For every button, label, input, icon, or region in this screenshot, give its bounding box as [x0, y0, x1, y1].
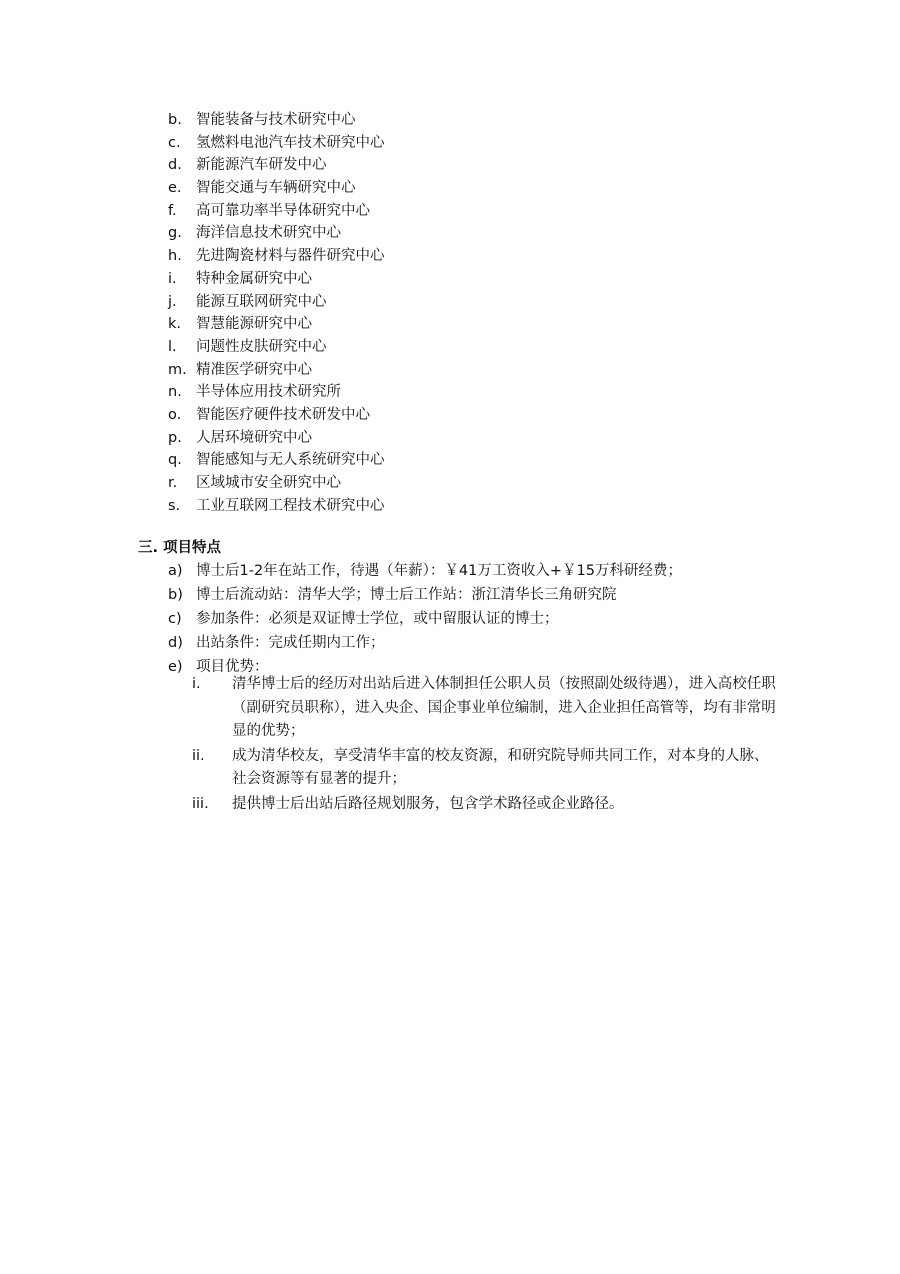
list-item	[168, 109, 385, 132]
advantage-text: 提供博士后出站后路径规划服务，包含学术路径或企业路径。	[232, 795, 624, 812]
list-item-text: 高可靠功率半导体研究中心	[196, 202, 370, 219]
list-item-text: 精准医学研究中心	[196, 361, 312, 378]
list-item	[168, 404, 385, 427]
list-item	[168, 381, 385, 404]
list-item	[168, 495, 385, 518]
list-item	[168, 177, 385, 200]
list-marker: b.	[168, 112, 182, 128]
list-item-text: 智慧能源研究中心	[196, 316, 312, 333]
list-item-text: 智能感知与无人系统研究中心	[196, 452, 385, 469]
advantage-text: 清华博士后的经历对出站后进入体制担任公职人员（按照副处级待遇），进入高校任职（副研究员职称），进入央企、国企事业单位编制，进入企业担任高管等，均有非常明显的优势；	[232, 676, 776, 739]
list-item-text: 能源互联网研究中心	[196, 293, 327, 310]
list-item-text: 新能源汽车研发中心	[196, 157, 327, 174]
list-marker: m.	[168, 361, 187, 378]
feature-marker: c)	[168, 611, 182, 627]
list-item	[168, 472, 385, 495]
advantage-item	[192, 745, 782, 792]
list-marker: q.	[168, 452, 182, 469]
list-marker: l.	[168, 338, 177, 355]
advantage-text: 成为清华校友，享受清华丰富的校友资源，和研究院导师共同工作，对本身的人脉、社会资源等有显著的提升；	[232, 747, 769, 787]
list-item	[168, 313, 385, 336]
list-item-text: 问题性皮肤研究中心	[196, 338, 327, 355]
list-item-text: 海洋信息技术研究中心	[196, 225, 341, 242]
list-marker: c.	[168, 134, 181, 151]
feature-item	[168, 583, 788, 607]
section-heading	[138, 537, 221, 559]
section-number: 三.	[138, 540, 159, 556]
list-marker: e.	[168, 180, 182, 197]
feature-marker: e)	[168, 659, 183, 675]
list-item-text: 人居环境研究中心	[196, 429, 312, 446]
feature-list	[168, 559, 788, 679]
list-item	[168, 200, 385, 223]
list-item-text: 智能医疗硬件技术研发中心	[196, 406, 370, 423]
list-item	[168, 336, 385, 359]
list-item	[168, 427, 385, 450]
list-item-text: 工业互联网工程技术研究中心	[196, 497, 385, 514]
research-center-list	[168, 109, 385, 517]
list-item	[168, 245, 385, 268]
list-marker: j.	[168, 293, 177, 310]
list-item	[168, 359, 385, 382]
advantage-item	[192, 793, 782, 817]
section-heading-block	[138, 537, 221, 559]
list-item-text: 区域城市安全研究中心	[196, 475, 341, 491]
list-marker: d.	[168, 157, 182, 174]
list-marker: n.	[168, 384, 182, 401]
list-item	[168, 449, 385, 472]
list-item	[168, 222, 385, 245]
list-marker: h.	[168, 248, 182, 265]
section-title: 项目特点	[163, 540, 221, 556]
list-marker: f.	[168, 202, 177, 219]
advantage-marker: i.	[192, 676, 201, 692]
list-marker: s.	[168, 497, 181, 514]
list-item	[168, 132, 385, 155]
list-marker: g.	[168, 225, 182, 242]
feature-text: 博士后流动站：清华大学；博士后工作站：浙江清华长三角研究院	[196, 587, 617, 603]
list-item	[168, 268, 385, 291]
list-marker: p.	[168, 429, 182, 446]
list-item-text: 氢燃料电池汽车技术研究中心	[196, 134, 385, 151]
feature-marker: a)	[168, 563, 183, 579]
advantage-marker: iii.	[192, 795, 209, 812]
list-marker: i.	[168, 270, 177, 287]
list-item	[168, 154, 385, 177]
feature-item	[168, 607, 788, 631]
feature-text: 项目优势：	[196, 659, 269, 675]
advantage-item	[192, 673, 782, 744]
feature-marker: b)	[168, 587, 183, 603]
advantage-list	[192, 673, 782, 817]
list-item-text: 半导体应用技术研究所	[196, 384, 341, 401]
feature-item	[168, 559, 788, 583]
list-marker: o.	[168, 406, 182, 423]
list-marker: k.	[168, 316, 182, 333]
feature-item	[168, 631, 788, 655]
list-item-text: 智能装备与技术研究中心	[196, 112, 356, 128]
feature-text: 博士后1-2年在站工作，待遇（年薪）：￥41万工资收入+￥15万科研经费；	[196, 563, 682, 579]
feature-text: 出站条件：完成任期内工作；	[196, 635, 385, 651]
list-item-text: 智能交通与车辆研究中心	[196, 180, 356, 197]
feature-marker: d)	[168, 635, 183, 651]
feature-text: 参加条件：必须是双证博士学位，或中留服认证的博士；	[196, 611, 559, 627]
advantage-marker: ii.	[192, 747, 205, 764]
list-marker: r.	[168, 475, 178, 491]
list-item-text: 特种金属研究中心	[196, 270, 312, 287]
list-item-text: 先进陶瓷材料与器件研究中心	[196, 248, 385, 265]
list-item	[168, 291, 385, 314]
